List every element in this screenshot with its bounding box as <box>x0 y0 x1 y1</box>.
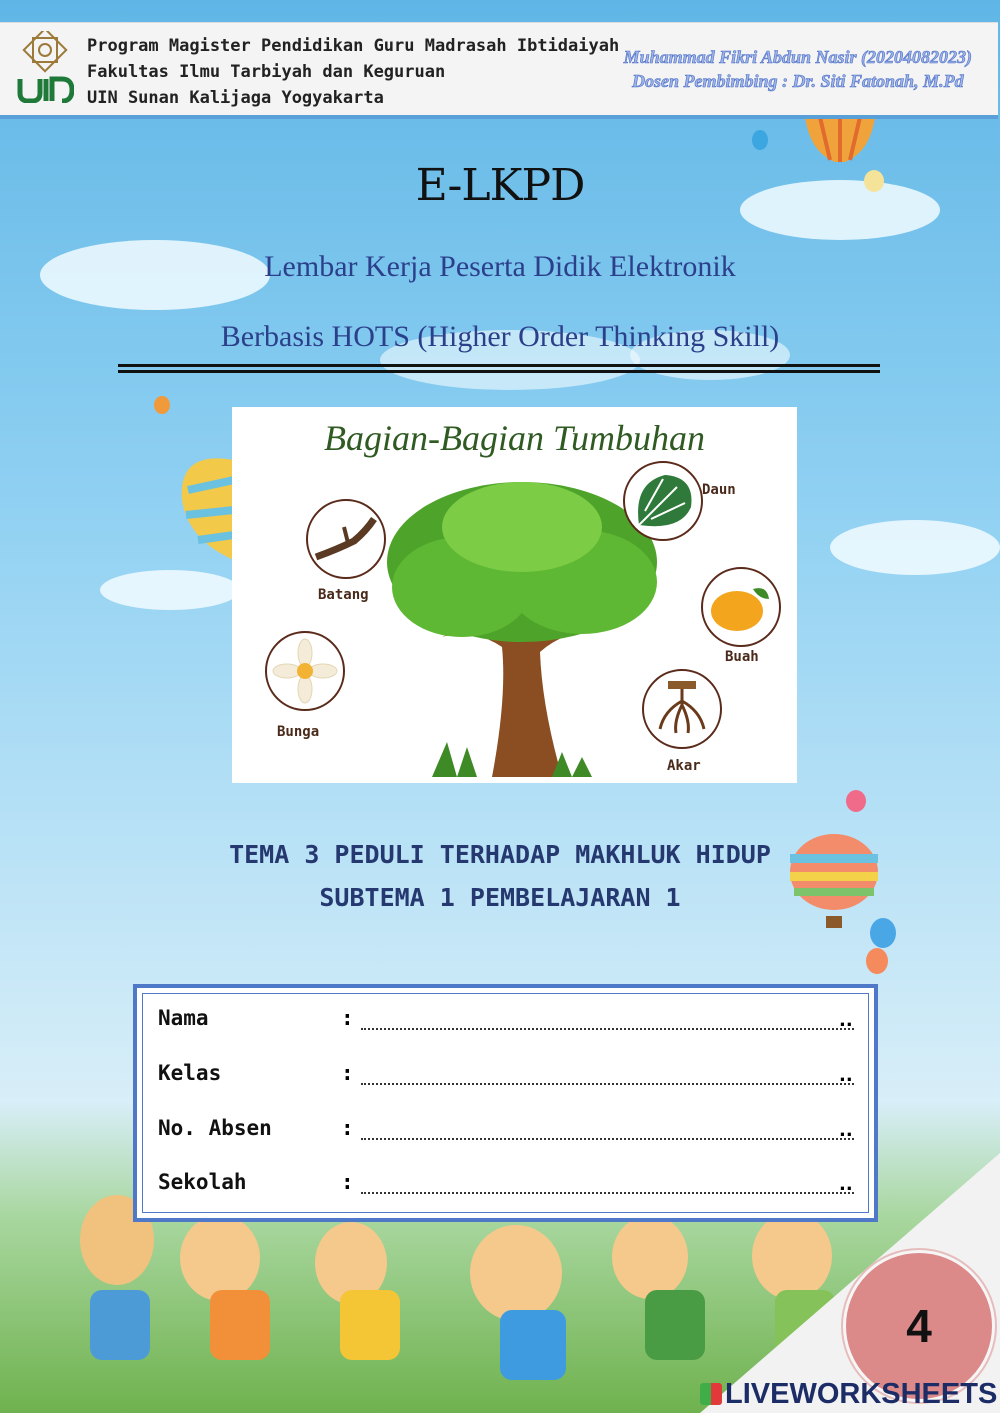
institution-line: UIN Sunan Kalijaga Yogyakarta <box>87 88 384 108</box>
subtitle-primary: Lembar Kerja Peserta Didik Elektronik <box>264 250 736 283</box>
akar-label: Akar <box>667 758 701 774</box>
liveworksheets-watermark <box>700 1378 997 1411</box>
child-shirt <box>645 1290 705 1360</box>
buah-circle <box>701 567 781 647</box>
field-colon: : <box>341 1116 354 1140</box>
author-name: Muhammad Fikri Abdun Nasir (20204082023) <box>623 47 972 67</box>
subtheme-title: SUBTEMA 1 PEMBELAJARAN 1 <box>319 883 681 912</box>
field-label-nama: Nama <box>158 1006 209 1030</box>
child-shirt <box>210 1290 270 1360</box>
field-label-kelas: Kelas <box>158 1061 222 1085</box>
field-line-end: .. <box>839 1065 853 1086</box>
field-colon: : <box>341 1061 354 1085</box>
batang-label: Batang <box>318 587 369 603</box>
divider <box>118 364 880 367</box>
batang-circle <box>306 499 386 579</box>
child-shirt <box>90 1290 150 1360</box>
small-balloon-icon <box>870 918 896 948</box>
buah-label: Buah <box>725 649 759 665</box>
institution-line: Fakultas Ilmu Tarbiyah dan Keguruan <box>87 62 446 82</box>
leaf-icon <box>625 463 701 539</box>
theme-title: TEMA 3 PEDULI TERHADAP MAKHLUK HIDUP <box>229 840 771 869</box>
child-shirt <box>340 1290 400 1360</box>
root-icon <box>644 671 720 747</box>
small-balloon-icon <box>154 396 170 414</box>
flower-icon <box>267 633 343 709</box>
subtitle-secondary: Berbasis HOTS (Higher Order Thinking Skill) <box>220 320 780 353</box>
hot-air-balloon-icon <box>178 450 234 580</box>
institution-block <box>87 33 619 111</box>
field-line-end: .. <box>839 1120 853 1141</box>
mango-icon <box>703 569 779 645</box>
small-balloon-icon <box>846 790 866 812</box>
child-figure <box>612 1215 688 1299</box>
liveworksheets-logo-icon <box>700 1383 722 1405</box>
page-title: E-LKPD <box>415 160 585 211</box>
author-block <box>624 45 972 93</box>
field-label-sekolah: Sekolah <box>158 1170 247 1194</box>
child-shirt <box>500 1310 566 1380</box>
field-line-end: .. <box>839 1010 853 1031</box>
advisor-name: Dosen Pembimbing : Dr. Siti Fatonah, M.Pd <box>632 71 964 91</box>
daun-circle <box>623 461 703 541</box>
uin-logo-icon <box>16 31 74 103</box>
field-line-kelas[interactable] <box>361 1065 854 1085</box>
field-colon: : <box>341 1170 354 1194</box>
daun-label: Daun <box>702 482 736 498</box>
child-figure <box>180 1215 260 1301</box>
small-balloon-icon <box>752 130 768 150</box>
institution-line: Program Magister Pendidikan Guru Madrasah Ibtidaiyah <box>87 36 620 56</box>
stem-icon <box>308 501 384 577</box>
field-line-no-absen[interactable] <box>361 1120 854 1140</box>
field-line-end: .. <box>839 1174 853 1195</box>
bunga-label: Bunga <box>277 724 320 740</box>
akar-circle <box>642 669 722 749</box>
page-number-badge: 4 <box>843 1250 995 1402</box>
watermark-text: LIVEWORKSHEETS <box>725 1378 998 1410</box>
plant-parts-illustration <box>232 407 797 783</box>
small-balloon-icon <box>866 948 888 974</box>
cloud <box>830 520 1000 575</box>
field-line-nama[interactable] <box>361 1010 854 1030</box>
document-header <box>0 22 998 119</box>
field-label-no-absen: No. Absen <box>158 1116 272 1140</box>
illustration-title: Bagian-Bagian Tumbuhan <box>323 418 705 458</box>
bunga-circle <box>265 631 345 711</box>
field-colon: : <box>341 1006 354 1030</box>
divider <box>118 370 880 373</box>
